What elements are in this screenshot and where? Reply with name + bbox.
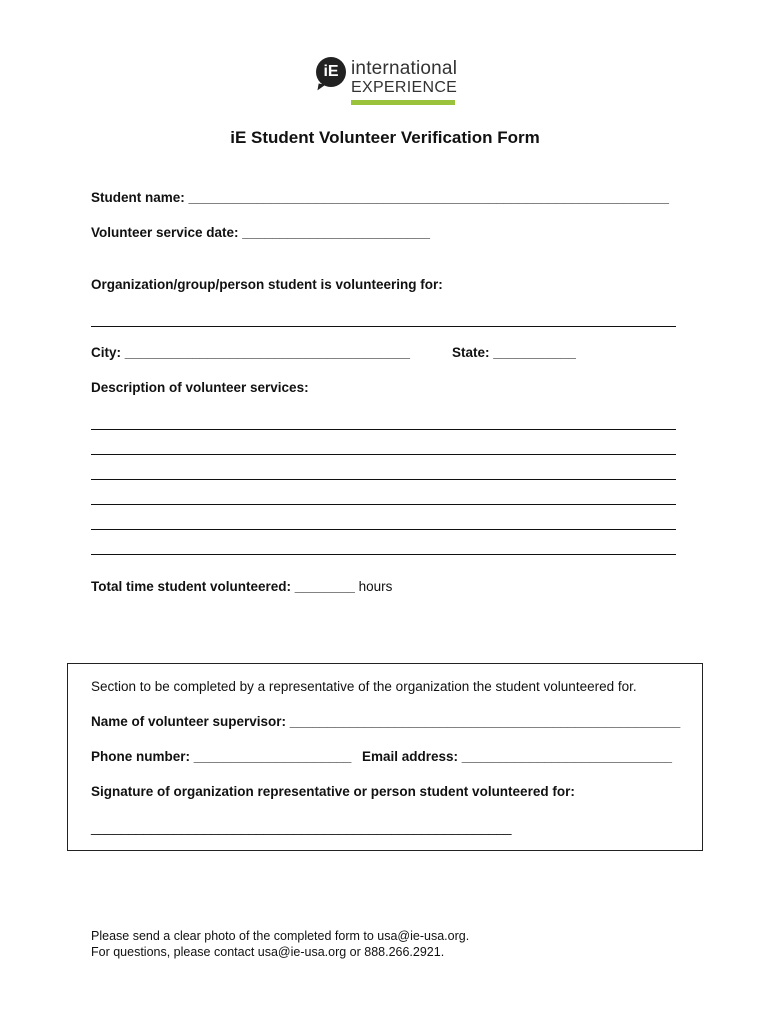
logo-text-international: international [351,58,458,79]
state-field[interactable]: State: ___________ [452,345,576,360]
email-address-field[interactable]: Email address: ____________________________ [362,749,673,764]
total-time-label: Total time student volunteered: ________ [91,579,355,594]
description-line-2[interactable] [91,454,676,455]
footer-instructions [91,928,469,960]
city-field[interactable]: City: ______________________________________ [91,345,411,360]
form-title: iE Student Volunteer Verification Form [230,128,540,147]
ie-badge-icon: iE [316,57,346,87]
description-line-1[interactable] [91,429,676,430]
description-line-5[interactable] [91,529,676,530]
student-name-field[interactable]: Student name: ________________________________________________________________ [91,190,670,205]
total-time-field[interactable] [91,579,392,594]
organization-answer-line[interactable] [91,326,676,327]
description-line-6[interactable] [91,554,676,555]
supervisor-name-field[interactable]: Name of volunteer supervisor: ____________________________________________________ [91,714,681,729]
section-intro: Section to be completed by a representative of the organization the student volunteered for. [91,679,637,694]
description-line-4[interactable] [91,504,676,505]
total-time-unit: hours [354,579,393,594]
logo-text-experience: EXPERIENCE [351,79,458,96]
footer-line-2: For questions, please contact usa@ie-usa.org or 888.266.2921. [91,945,445,959]
signature-label: Signature of organization representative or person student volunteered for: [91,784,575,799]
ie-logo [316,55,466,107]
description-label: Description of volunteer services: [91,380,309,395]
signature-line[interactable]: ________________________________________________________ [91,820,512,835]
footer-line-1: Please send a clear photo of the completed form to usa@ie-usa.org. [91,929,470,943]
logo-accent-bar [351,100,455,105]
phone-number-field[interactable]: Phone number: _____________________ [91,749,352,764]
organization-label: Organization/group/person student is volunteering for: [91,277,443,292]
service-date-field[interactable]: Volunteer service date: _________________________ [91,225,431,240]
description-line-3[interactable] [91,479,676,480]
